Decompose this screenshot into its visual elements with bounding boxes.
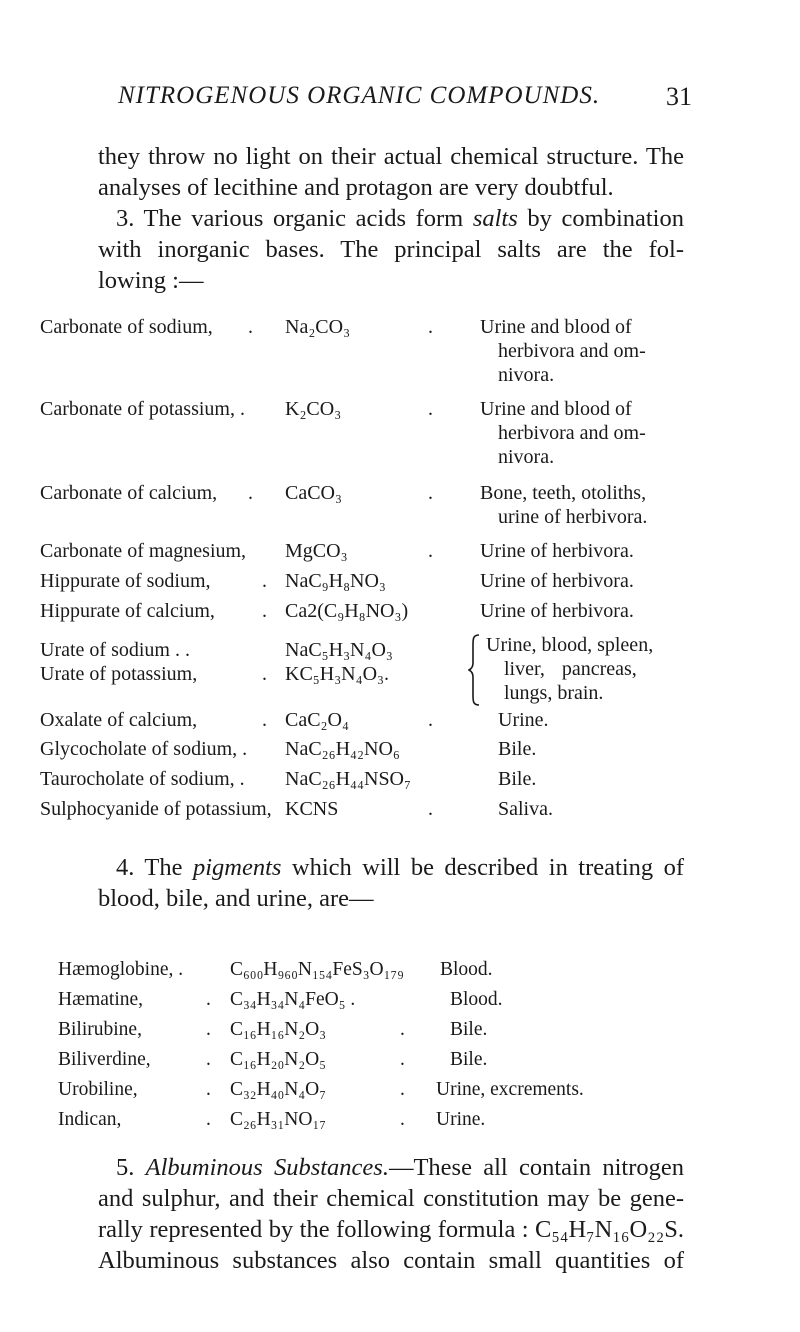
text-line: and sulphur, and their chemical constitution may be gene- bbox=[98, 1185, 684, 1212]
salt-name: Sulphocyanide of potassium, bbox=[40, 798, 272, 820]
salt-name: Hippurate of calcium, . bbox=[40, 600, 267, 622]
salt-formula: NaC₂₆H₄₂NO₆ bbox=[285, 738, 400, 760]
salt-source: Bile. bbox=[498, 768, 537, 790]
text-line bbox=[98, 1152, 684, 1183]
pigment-name: Indican, . bbox=[58, 1109, 211, 1130]
pigment-formula: C₁₆H₂₀N₂O₅ bbox=[230, 1049, 327, 1070]
separator: . bbox=[400, 1079, 405, 1100]
pigment-name: Biliverdine, . bbox=[58, 1049, 211, 1070]
text-line: blood, bile, and urine, are— bbox=[98, 885, 374, 912]
text-line bbox=[98, 852, 684, 883]
text-span: —These all contain nitrogen bbox=[388, 1154, 685, 1181]
pigment-name: Bilirubine, . bbox=[58, 1019, 211, 1040]
salt-name: Urate of sodium . . bbox=[40, 639, 190, 661]
emphasis: pigments bbox=[192, 854, 282, 881]
text-span: 4. The bbox=[116, 854, 193, 881]
salt-name: Urate of potassium, . bbox=[40, 663, 267, 685]
salt-name: Glycocholate of sodium, . bbox=[40, 738, 248, 760]
section-4-paragraph bbox=[98, 852, 684, 914]
emphasis: Albuminous Substances. bbox=[145, 1154, 389, 1181]
text-line: lowing :— bbox=[98, 267, 204, 294]
page-number: 31 bbox=[666, 82, 692, 111]
salt-formula: CaC₂O₄ bbox=[285, 709, 349, 731]
text-line: analyses of lecithine and protagon are very doubtful. bbox=[98, 174, 614, 201]
pigment-formula: C₃₂H₄₀N₄O₇ bbox=[230, 1079, 327, 1100]
salt-formula: Ca2(C₉H₈NO₃) bbox=[285, 600, 409, 622]
text-span: 3. The various organic acids form bbox=[116, 205, 473, 232]
salt-source: Urine and blood of herbivora and om- nivora. bbox=[480, 398, 646, 468]
pigment-source: Bile. bbox=[450, 1049, 488, 1070]
salt-formula: Na₂CO₃ bbox=[285, 316, 351, 338]
salt-name: Carbonate of magnesium, bbox=[40, 540, 247, 562]
salt-name: Carbonate of calcium, . bbox=[40, 482, 253, 504]
pigment-source: Urine. bbox=[436, 1109, 486, 1130]
separator: . bbox=[400, 1109, 405, 1130]
salt-formula: NaC₂₆H₄₄NSO₇ bbox=[285, 768, 411, 790]
intro-paragraph bbox=[98, 141, 684, 203]
pigment-name: Hæmoglobine, . bbox=[58, 959, 184, 980]
pigment-source: Blood. bbox=[440, 959, 493, 980]
separator: . bbox=[428, 398, 433, 420]
text-line: they throw no light on their actual chemical structure. The bbox=[98, 143, 684, 170]
pigment-source: Urine, excrements. bbox=[436, 1079, 584, 1100]
salt-name: Taurocholate of sodium, . bbox=[40, 768, 245, 790]
salt-formula: KCNS bbox=[285, 798, 339, 820]
text-span: which will be described in treating of bbox=[281, 854, 684, 881]
text-span: 5. bbox=[116, 1154, 146, 1181]
section-3-paragraph bbox=[98, 203, 684, 296]
separator: . bbox=[428, 798, 433, 820]
salt-formula: NaC₉H₈NO₃ bbox=[285, 570, 386, 592]
text-line bbox=[98, 203, 684, 234]
pigment-name: Urobiline, . bbox=[58, 1079, 211, 1100]
salt-formula: CaCO₃ bbox=[285, 482, 342, 504]
separator: . bbox=[428, 709, 433, 731]
salt-source: Urine. bbox=[498, 709, 549, 731]
pigment-source: Bile. bbox=[450, 1019, 488, 1040]
pigment-formula: C₂₆H₃₁NO₁₇ bbox=[230, 1109, 327, 1130]
pigment-formula: C₃₄H₃₄N₄FeO₅ . bbox=[230, 989, 356, 1010]
salt-name: Carbonate of potassium, . bbox=[40, 398, 245, 420]
salt-source: Urine, blood, spleen, liver, pancreas, lungs, brain. bbox=[486, 634, 654, 704]
text-line: with inorganic bases. The principal salts are the fol- bbox=[98, 236, 684, 263]
pigment-formula: C₆₀₀H₉₆₀N₁₅₄FeS₃O₁₇₉ bbox=[230, 959, 404, 980]
running-head bbox=[0, 82, 800, 116]
text-line: rally represented by the following formula : C₅₄H₇N₁₆O₂₂S. bbox=[98, 1216, 684, 1243]
salt-formula: MgCO₃ bbox=[285, 540, 348, 562]
salt-name: Oxalate of calcium, . bbox=[40, 709, 267, 731]
salt-formula: K₂CO₃ bbox=[285, 398, 342, 420]
separator: . bbox=[400, 1019, 405, 1040]
salt-source: Urine of herbivora. bbox=[480, 540, 634, 562]
emphasis: salts bbox=[472, 205, 518, 232]
text-span: by combination bbox=[517, 205, 684, 232]
salt-source: Urine of herbivora. bbox=[480, 600, 634, 622]
salt-name: Carbonate of sodium, . bbox=[40, 316, 253, 338]
salt-source: Urine of herbivora. bbox=[480, 570, 634, 592]
salt-formula: NaC₅H₃N₄O₃ bbox=[285, 639, 393, 661]
separator: . bbox=[428, 482, 433, 504]
running-title: NITROGENOUS ORGANIC COMPOUNDS. bbox=[118, 82, 601, 109]
salt-source: Bile. bbox=[498, 738, 537, 760]
pigment-formula: C₁₆H₁₆N₂O₃ bbox=[230, 1019, 327, 1040]
text-line: Albuminous substances also contain small quantities of bbox=[98, 1247, 684, 1274]
pigment-source: Blood. bbox=[450, 989, 503, 1010]
salt-source: Bone, teeth, otoliths, urine of herbivora. bbox=[480, 482, 648, 528]
salt-formula: KC₅H₃N₄O₃. bbox=[285, 663, 390, 685]
salt-source: Urine and blood of herbivora and om- nivora. bbox=[480, 316, 646, 386]
pigment-name: Hæmatine, . bbox=[58, 989, 211, 1010]
salt-name: Hippurate of sodium, . bbox=[40, 570, 267, 592]
salt-source: Saliva. bbox=[498, 798, 553, 820]
separator: . bbox=[400, 1049, 405, 1070]
curly-brace-icon bbox=[468, 633, 482, 707]
section-5-paragraph bbox=[98, 1152, 684, 1276]
separator: . bbox=[428, 316, 433, 338]
separator: . bbox=[428, 540, 433, 562]
